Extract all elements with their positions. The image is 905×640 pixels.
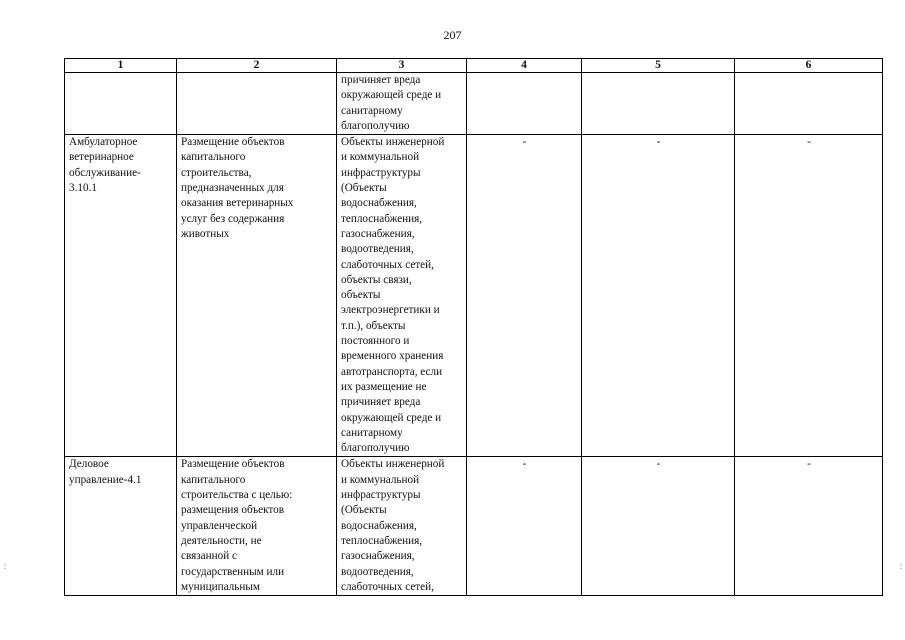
- cell-col6: [735, 73, 883, 135]
- cell-auxiliary-uses: Объекты инженерной и коммунальной инфраструктуры (Объекты водоснабжения, теплоснабжения, газоснабжения, водоотведения, слаботочных сетей, объекты связи, объекты электроэнергетики и т.п.), объекты постоянного и временного хранения автотранспорта, если их размещение не причиняет вреда окружающей среде и санитарному благополучию: [337, 135, 467, 457]
- cell-auxiliary-uses: Объекты инженерной и коммунальной инфраструктуры (Объекты водоснабжения, теплоснабжения, газоснабжения, водоотведения, слаботочных сетей,: [337, 457, 467, 596]
- cell-col5: [582, 73, 735, 135]
- table-row: [65, 135, 883, 457]
- cell-col4: [467, 73, 582, 135]
- column-header-3: 3: [337, 59, 467, 73]
- cell-col5: -: [582, 457, 735, 596]
- column-header-1: 1: [65, 59, 177, 73]
- column-header-4: 4: [467, 59, 582, 73]
- cell-col6: -: [735, 457, 883, 596]
- cell-use-description: Размещение объектов капитального строительства с целью: размещения объектов управленческой деятельности, не связанной с государственным или муниципальным: [177, 457, 337, 596]
- column-header-6: 6: [735, 59, 883, 73]
- cell-use-description: [177, 73, 337, 135]
- table-row: [65, 457, 883, 596]
- cell-use-description: Размещение объектов капитального строительства, предназначенных для оказания ветеринарных услуг без содержания животных: [177, 135, 337, 457]
- table-header-row: [65, 59, 883, 73]
- scan-margin-mark-right: ⋮: [898, 564, 904, 570]
- table-row: [65, 73, 883, 135]
- column-header-2: 2: [177, 59, 337, 73]
- cell-col5: -: [582, 135, 735, 457]
- cell-auxiliary-uses: причиняет вреда окружающей среде и санитарному благополучию: [337, 73, 467, 135]
- cell-use-name: Амбулаторное ветеринарное обслуживание- 3.10.1: [65, 135, 177, 457]
- cell-col6: -: [735, 135, 883, 457]
- cell-col4: -: [467, 135, 582, 457]
- document-table: [64, 58, 883, 596]
- column-header-5: 5: [582, 59, 735, 73]
- scan-margin-mark-left: ⋮: [2, 564, 8, 570]
- page-number: 207: [443, 28, 462, 42]
- cell-use-name: Деловое управление-4.1: [65, 457, 177, 596]
- cell-col4: -: [467, 457, 582, 596]
- cell-use-name: [65, 73, 177, 135]
